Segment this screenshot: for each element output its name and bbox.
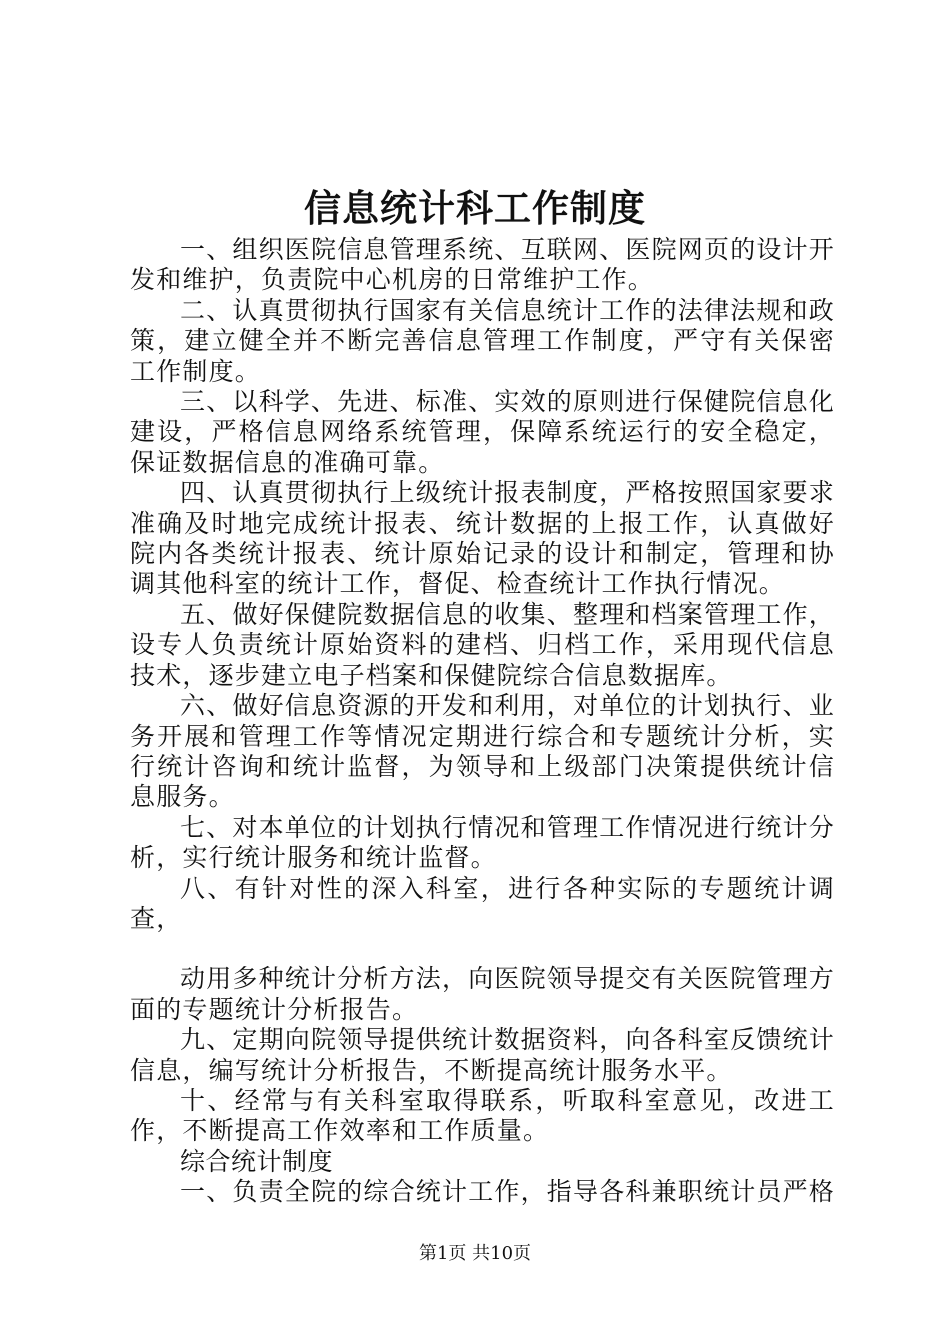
paragraph-8: 八、有针对性的深入科室，进行各种实际的专题统计调查， (130, 873, 835, 933)
paragraph-7: 七、对本单位的计划执行情况和管理工作情况进行统计分析，实行统计服务和统计监督。 (130, 812, 836, 873)
document-body (130, 235, 835, 1208)
paragraph-5: 五、做好保健院数据信息的收集、整理和档案管理工作，设专人负责统计原始资料的建档、归档工作，采用现代信息技术，逐步建立电子档案和保健院综合信息数据库。 (130, 599, 836, 690)
paragraph-6: 六、做好信息资源的开发和利用，对单位的计划执行、业务开展和管理工作等情况定期进行综合和专题统计分析，实行统计咨询和统计监督，为领导和上级部门决策提供统计信息服务。 (130, 691, 836, 812)
paragraph-3: 三、以科学、先进、标准、实效的原则进行保健院信息化建设，严格信息网络系统管理，保障系统运行的安全稳定，保证数据信息的准确可靠。 (130, 387, 836, 477)
paragraph-9: 九、定期向院领导提供统计数据资料，向各科室反馈统计信息，编写统计分析报告，不断提高统计服务水平。 (130, 1025, 836, 1085)
document-title: 信息统计科工作制度 (304, 186, 646, 230)
paragraph-8-continued: 动用多种统计分析方法，向医院领导提交有关医院管理方面的专题统计分析报告。 (130, 964, 836, 1024)
paragraph-2: 二、认真贯彻执行国家有关信息统计工作的法律法规和政策，建立健全并不断完善信息管理工作制度，严守有关保密工作制度。 (130, 295, 836, 386)
section-heading: 综合统计制度 (180, 1146, 334, 1176)
paragraph-4: 四、认真贯彻执行上级统计报表制度，严格按照国家要求准确及时地完成统计报表、统计数据的上报工作，认真做好院内各类统计报表、统计原始记录的设计和制定，管理和协调其他科室的统计工作，督促、检查统计工作执行情况。 (130, 478, 836, 599)
paragraph-1: 一、组织医院信息管理系统、互联网、医院网页的设计开发和维护，负责院中心机房的日常维护工作。 (130, 235, 836, 295)
paragraph-11: 一、负责全院的综合统计工作，指导各科兼职统计员严格 (180, 1177, 836, 1207)
page-number-footer: 第1页 共10页 (418, 1243, 532, 1264)
paragraph-10: 十、经常与有关科室取得联系，听取科室意见，改进工作，不断提高工作效率和工作质量。 (130, 1085, 835, 1146)
